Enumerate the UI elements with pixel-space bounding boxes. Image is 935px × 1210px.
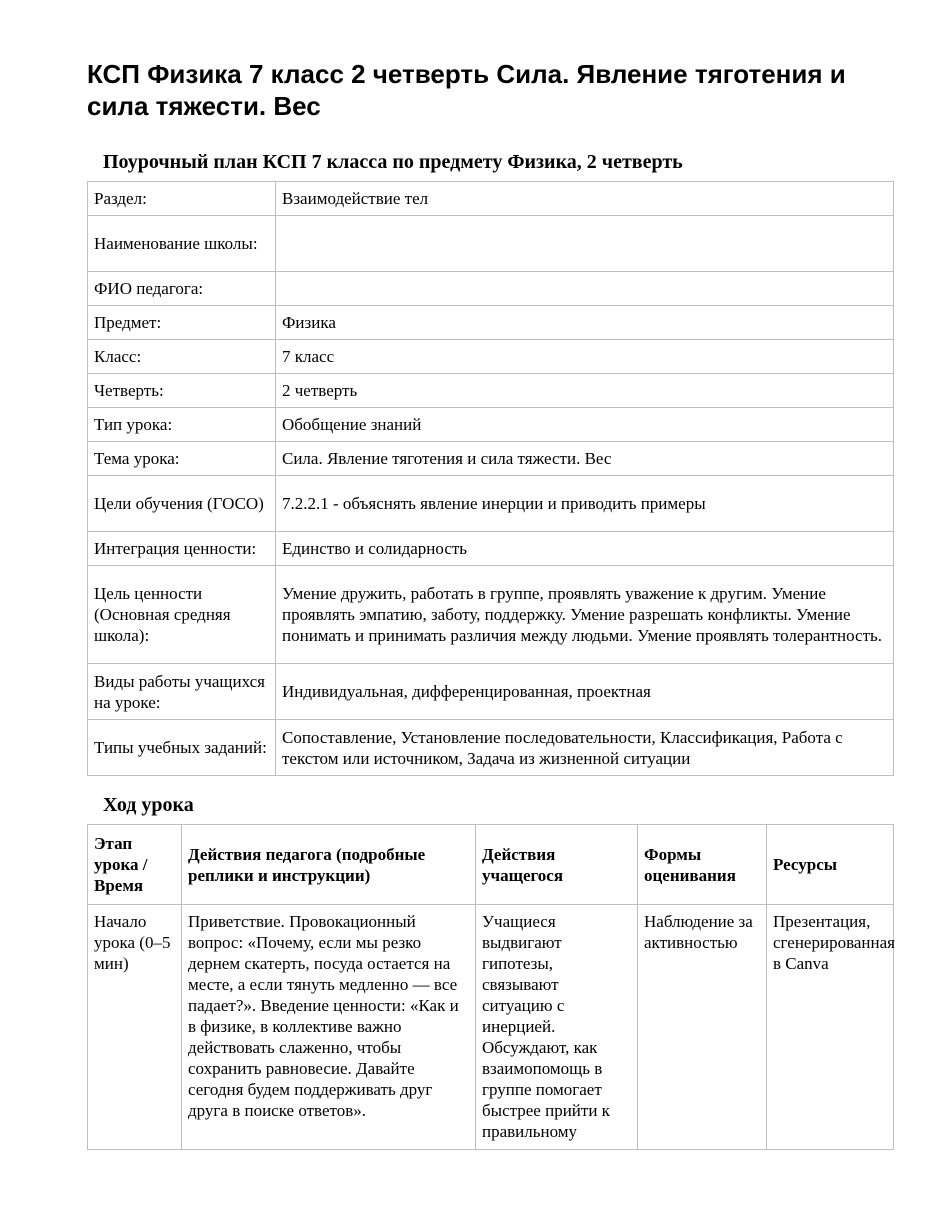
info-label: Тема урока: bbox=[88, 442, 276, 476]
info-label: ФИО педагога: bbox=[88, 272, 276, 306]
info-row bbox=[88, 272, 894, 306]
flow-cell-teacher: Приветствие. Провокационный вопрос: «Почему, если мы резко дернем скатерть, посуда остается на месте, а если тянуть медленно — все падает?». Введение ценности: «Как и в физике, в коллективе важно действовать слаженно, чтобы сохранить равновесие. Давайте сегодня будем поддерживать друг друга в поиске ответов». bbox=[182, 905, 476, 1150]
lesson-info-table bbox=[87, 181, 894, 776]
info-label: Цели обучения (ГОСО) bbox=[88, 476, 276, 532]
info-value: Сила. Явление тяготения и сила тяжести. Вес bbox=[276, 442, 894, 476]
info-value bbox=[276, 272, 894, 306]
info-row bbox=[88, 532, 894, 566]
flow-header-student: Действия учащегося bbox=[476, 825, 638, 905]
flow-header-stage: Этап урока / Время bbox=[88, 825, 182, 905]
info-value: Взаимодействие тел bbox=[276, 182, 894, 216]
document-title: КСП Физика 7 класс 2 четверть Сила. Явление тяготения и сила тяжести. Вес bbox=[87, 59, 846, 121]
info-value bbox=[276, 216, 894, 272]
info-row bbox=[88, 374, 894, 408]
flow-cell-resources: Презентация, сгенерированная в Canva bbox=[767, 905, 894, 1150]
info-value: 2 четверть bbox=[276, 374, 894, 408]
flow-cell-stage: Начало урока (0–5 мин) bbox=[88, 905, 182, 1150]
info-value: Сопоставление, Установление последовательности, Классификация, Работа с текстом или источником, Задача из жизненной ситуации bbox=[276, 720, 894, 776]
info-label: Цель ценности (Основная средняя школа): bbox=[88, 566, 276, 664]
info-value: Физика bbox=[276, 306, 894, 340]
info-label: Наименование школы: bbox=[88, 216, 276, 272]
info-value: 7 класс bbox=[276, 340, 894, 374]
flow-row bbox=[88, 905, 894, 1150]
info-label: Тип урока: bbox=[88, 408, 276, 442]
lesson-flow-table bbox=[87, 824, 894, 1150]
info-label: Интеграция ценности: bbox=[88, 532, 276, 566]
info-value: 7.2.2.1 - объяснять явление инерции и приводить примеры bbox=[276, 476, 894, 532]
flow-heading: Ход урока bbox=[103, 794, 194, 816]
info-label: Виды работы учащихся на уроке: bbox=[88, 664, 276, 720]
info-row bbox=[88, 182, 894, 216]
flow-header-resources: Ресурсы bbox=[767, 825, 894, 905]
info-row bbox=[88, 720, 894, 776]
flow-header-teacher: Действия педагога (подробные реплики и инструкции) bbox=[182, 825, 476, 905]
info-row bbox=[88, 566, 894, 664]
info-row bbox=[88, 476, 894, 532]
flow-cell-assessment: Наблюдение за активностью bbox=[638, 905, 767, 1150]
info-label: Класс: bbox=[88, 340, 276, 374]
info-row bbox=[88, 664, 894, 720]
flow-cell-student: Учащиеся выдвигают гипотезы, связывают ситуацию с инерцией. Обсуждают, как взаимопомощь в группе помогает быстрее прийти к правильному bbox=[476, 905, 638, 1150]
info-row bbox=[88, 306, 894, 340]
info-row bbox=[88, 442, 894, 476]
info-label: Предмет: bbox=[88, 306, 276, 340]
info-label: Типы учебных заданий: bbox=[88, 720, 276, 776]
flow-header-row bbox=[88, 825, 894, 905]
info-row bbox=[88, 216, 894, 272]
info-row bbox=[88, 340, 894, 374]
info-row bbox=[88, 408, 894, 442]
info-value: Единство и солидарность bbox=[276, 532, 894, 566]
flow-header-assessment: Формы оценивания bbox=[638, 825, 767, 905]
info-value: Обобщение знаний bbox=[276, 408, 894, 442]
document-page bbox=[87, 58, 893, 1150]
plan-heading: Поурочный план КСП 7 класса по предмету Физика, 2 четверть bbox=[103, 151, 683, 173]
info-label: Четверть: bbox=[88, 374, 276, 408]
info-value: Индивидуальная, дифференцированная, проектная bbox=[276, 664, 894, 720]
info-label: Раздел: bbox=[88, 182, 276, 216]
info-value: Умение дружить, работать в группе, проявлять уважение к другим. Умение проявлять эмпатию, заботу, поддержку. Умение разрешать конфликты. Умение понимать и принимать различия между людьми. Умение проявлять толерантность. bbox=[276, 566, 894, 664]
